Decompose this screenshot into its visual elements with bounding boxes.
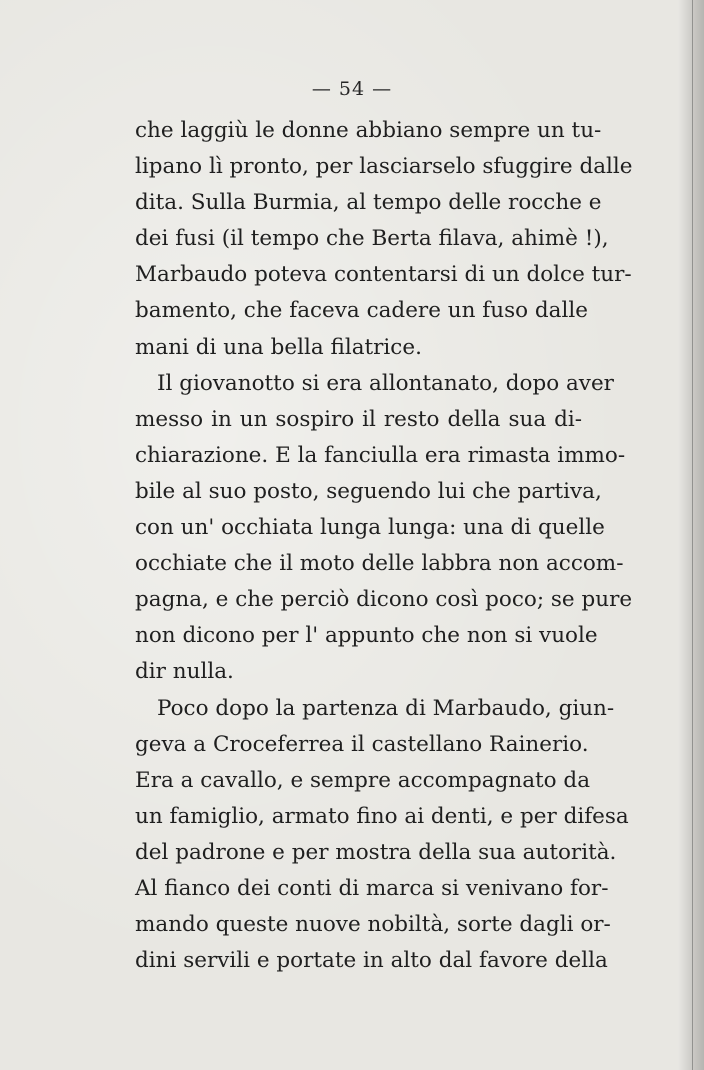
text-line: Al fianco dei conti di marca si venivano for- [135, 875, 609, 901]
text-line: bile al suo posto, seguendo lui che partiva, [135, 478, 602, 504]
text-line: mani di una bella filatrice. [135, 334, 422, 360]
paragraph [135, 691, 629, 980]
text-line: dei fusi (il tempo che Berta filava, ahimè !), [135, 226, 609, 252]
text-line: chiarazione. E la fanciulla era rimasta immo- [135, 442, 626, 468]
text-line: Era a cavallo, e sempre accompagnato da [135, 767, 591, 793]
text-line: Poco dopo la partenza di Marbaudo, giun- [157, 695, 615, 721]
binding-edge [692, 0, 693, 1070]
text-line: geva a Croceferrea il castellano Rainerio. [135, 731, 589, 757]
text-line: dita. Sulla Burmia, al tempo delle rocche e [135, 190, 602, 216]
text-line: lipano lì pronto, per lasciarselo sfuggire dalle [135, 154, 633, 180]
text-line: Il giovanotto si era allontanato, dopo aver [157, 370, 614, 396]
text-line: mando queste nuove nobiltà, sorte dagli or- [135, 912, 611, 938]
body-text [135, 113, 633, 979]
binding-shadow [678, 0, 704, 1070]
paragraph [135, 113, 633, 366]
text-line: Marbaudo poteva contentarsi di un dolce tur- [135, 262, 632, 288]
text-line: messo in un sospiro il resto della sua di- [135, 406, 582, 432]
text-line: un famiglio, armato fino ai denti, e per difesa [135, 803, 629, 829]
page-number: — 54 — [311, 78, 393, 100]
text-line: del padrone e per mostra della sua autorità. [135, 839, 617, 865]
text-line: bamento, che faceva cadere un fuso dalle [135, 298, 588, 324]
text-line: che laggiù le donne abbiano sempre un tu- [135, 118, 602, 143]
text-line: occhiate che il moto delle labbra non accom- [135, 551, 624, 577]
text-line: pagna, e che perciò dicono così poco; se pure [135, 587, 633, 613]
paragraph [135, 366, 633, 691]
text-line: dir nulla. [135, 659, 234, 685]
text-line: non dicono per l' appunto che non si vuole [135, 623, 598, 649]
text-line: con un' occhiata lunga lunga: una di quelle [135, 515, 605, 541]
text-line: dini servili e portate in alto dal favore della [135, 948, 608, 974]
